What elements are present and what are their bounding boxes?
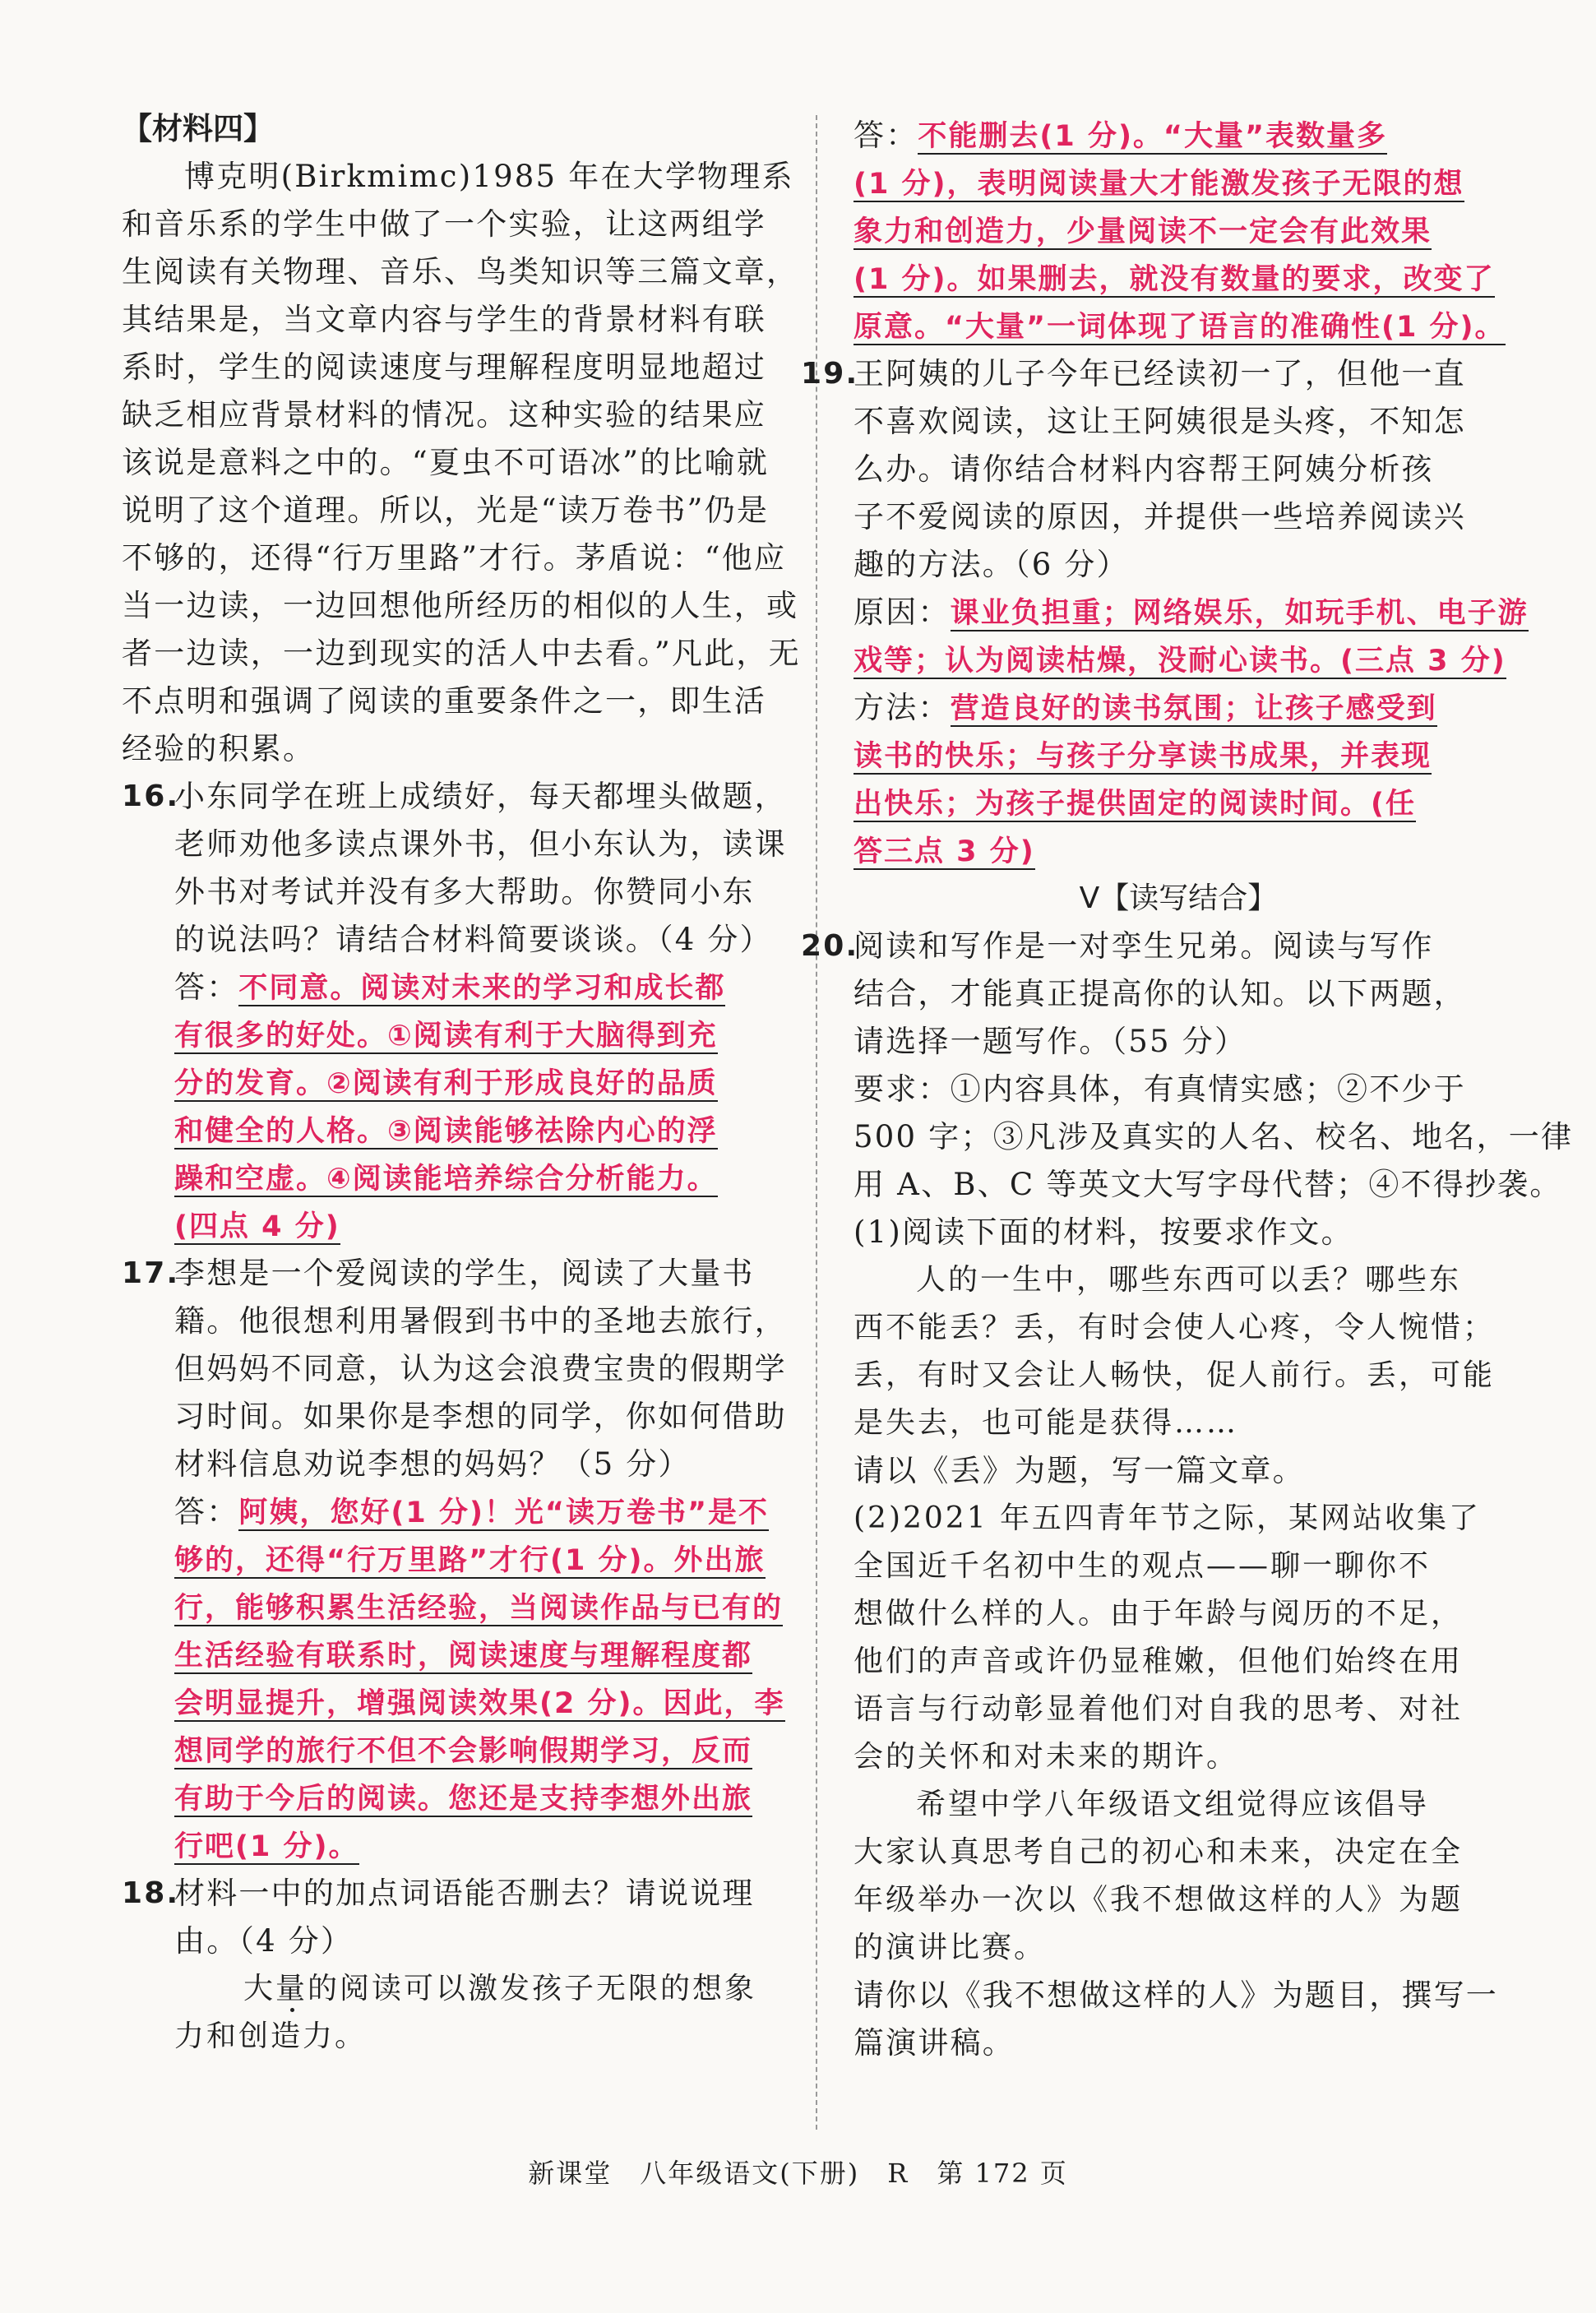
question-text: 老师劝他多读点课外书，但小东认为，读课: [174, 826, 787, 862]
prompt-text: 的演讲比赛。: [854, 1931, 1047, 1964]
question-text: 小东同学在班上成绩好，每天都埋头做题，: [174, 779, 787, 814]
left-column: [122, 105, 801, 2061]
question-text: 趣的方法。（6 分）: [854, 547, 1129, 582]
answer-text: (1 分)。如果删去，就没有数量的要求，改变了: [854, 263, 1495, 296]
question-20: [801, 923, 1503, 970]
material-line: 博克明(Birkmimc)1985 年在大学物理系: [184, 159, 794, 194]
answer-label: 答：: [854, 118, 918, 153]
material-line: 经验的积累。: [122, 731, 316, 766]
question-text: 材料信息劝说李想的妈妈？（5 分）: [174, 1446, 691, 1482]
question-text: 阅读和写作是一对孪生兄弟。阅读与写作: [854, 928, 1434, 964]
section-heading: Ⅴ【读写结合】: [1079, 881, 1278, 915]
answer-line: [854, 303, 1506, 350]
material-line: 缺乏相应背景材料的情况。这种实验的结果应: [122, 397, 766, 433]
answer-line: [854, 636, 1506, 684]
material-line: 者一边读，一边到现实的活人中去看。”凡此，无: [122, 636, 801, 671]
column-divider: [816, 115, 817, 2130]
answer-line: [122, 1822, 794, 1870]
answer-line: [122, 1154, 794, 1202]
right-column: [801, 112, 1574, 2067]
material-line: 该说是意料之中的。“夏虫不可语冰”的比喻就: [122, 445, 770, 480]
question-text: 结合，才能真正提高你的认知。以下两题，: [854, 976, 1466, 1011]
dotted-word: 量: [275, 1972, 308, 2005]
question-19: [801, 350, 1503, 398]
answer-text: 营造良好的读书氛围；让孩子感受到: [950, 692, 1437, 725]
question-17: [122, 1250, 794, 1298]
answer-text: 答三点 3 分): [854, 835, 1035, 868]
question-text: 材料一中的加点词语能否删去？请说说理: [174, 1876, 755, 1911]
material-line: 系时，学生的阅读速度与理解程度明显地超过: [122, 349, 766, 385]
prompt-text: (2)2021 年五四青年节之际，某网站收集了: [854, 1501, 1482, 1535]
answer-line: [854, 112, 1503, 160]
answer-label: 答：: [174, 969, 239, 1005]
task-line: 请你以《我不想做这样的人》为题目，撰写一: [854, 1978, 1498, 2013]
requirement-line: 要求：①内容具体，有真情实感；②不少于: [854, 1071, 1466, 1107]
answer-text: 原意。“大量”一词体现了语言的准确性(1 分)。: [854, 311, 1506, 344]
material-line: 不够的，还得“行万里路”才行。茅盾说：“他应: [122, 540, 787, 576]
answer-line: [122, 1584, 794, 1631]
answer-text: 不能删去(1 分)。“大量”表数量多: [918, 120, 1387, 153]
requirement-line: (1)阅读下面的材料，按要求作文。: [854, 1214, 1353, 1250]
quote-text: 大: [243, 1972, 276, 2005]
answer-text: 有助于今后的阅读。您还是支持李想外出旅: [174, 1783, 753, 1816]
requirement-line: 用 A、B、C 等英文大写字母代替；④不得抄袭。: [854, 1167, 1562, 1202]
task-line: 篇演讲稿。: [854, 2025, 1015, 2061]
answer-text: 够的，还得“行万里路”才行(1 分)。外出旅: [174, 1544, 766, 1577]
question-text: 李想是一个爱阅读的学生，阅读了大量书: [174, 1256, 755, 1291]
question-number: 18.: [122, 1876, 180, 1910]
answer-text: 课业负担重；网络娱乐，如玩手机、电子游: [950, 597, 1529, 630]
requirement-line: 500 字；③凡涉及真实的人名、校名、地名，一律: [854, 1119, 1574, 1154]
quoted-sentence: [122, 1965, 794, 2013]
prompt-text: 丢，有时又会让人畅快，促人前行。丢，可能: [854, 1358, 1496, 1392]
prompt-text: 是失去，也可能是获得……: [854, 1406, 1239, 1440]
prompt-text: 大家认真思考自己的初心和未来，决定在全: [854, 1835, 1464, 1869]
answer-line: [854, 255, 1503, 303]
prompt-text: 年级举办一次以《我不想做这样的人》为题: [854, 1883, 1464, 1917]
answer-text: 出快乐；为孩子提供固定的阅读时间。(任: [854, 788, 1416, 821]
quote-text: 力和创造力。: [174, 2019, 368, 2053]
answer-text: 阿姨，您好(1 分)！光“读万卷书”是不: [238, 1497, 769, 1529]
question-16: [122, 773, 794, 821]
material-line: 说明了这个道理。所以，光是“读万卷书”仍是: [122, 493, 770, 528]
prompt-text: 语言与行动彰显着他们对自我的思考、对社: [854, 1692, 1464, 1726]
answer-line: [122, 1536, 794, 1584]
answer-line: [122, 1631, 794, 1679]
answer-line: [122, 964, 794, 1011]
question-number: 19.: [801, 357, 859, 391]
quote-text: 的阅读可以激发孩子无限的想象: [308, 1972, 757, 2005]
question-text: 但妈妈不同意，认为这会浪费宝贵的假期学: [174, 1351, 787, 1386]
answer-line: [854, 732, 1503, 779]
answer-text: 戏等；认为阅读枯燥，没耐心读书。(三点 3 分): [854, 645, 1506, 678]
prompt-text: 他们的声音或许仍显稚嫩，但他们始终在用: [854, 1645, 1464, 1678]
answer-line: [854, 779, 1503, 827]
question-text: 请选择一题写作。（55 分）: [854, 1024, 1247, 1059]
question-text: 么办。请你结合材料内容帮王阿姨分析孩: [854, 451, 1434, 487]
prompt-text: 全国近千名初中生的观点——聊一聊你不: [854, 1549, 1432, 1583]
question-text: 由。（4 分）: [174, 1923, 354, 1959]
answer-text: 行吧(1 分)。: [174, 1830, 359, 1863]
answer-text: (四点 4 分): [174, 1210, 340, 1243]
question-number: 16.: [122, 779, 180, 813]
answer-line: [122, 1727, 794, 1774]
answer-text: 象力和创造力，少量阅读不一定会有此效果: [854, 215, 1432, 248]
answer-label: 答：: [174, 1494, 239, 1529]
prompt-text: 西不能丢？丢，有时会使人心疼，令人惋惜；: [854, 1311, 1496, 1344]
answer-line: [122, 1488, 794, 1536]
material-line: 不点明和强调了阅读的重要条件之一，即生活: [122, 683, 766, 719]
answer-text: 和健全的人格。③阅读能够祛除内心的浮: [174, 1115, 718, 1148]
question-number: 20.: [801, 929, 859, 963]
answer-text: 行，能够积累生活经验，当阅读作品与已有的: [174, 1592, 784, 1625]
answer-line: [122, 1011, 794, 1059]
question-number: 17.: [122, 1256, 180, 1290]
question-18: [122, 1870, 794, 1917]
answer-line: [854, 827, 1503, 875]
answer-text: 生活经验有联系时，阅读速度与理解程度都: [174, 1640, 753, 1672]
material-line: 其结果是，当文章内容与学生的背景材料有联: [122, 302, 766, 337]
answer-line: [854, 160, 1503, 207]
question-text: 籍。他很想利用暑假到书中的圣地去旅行，: [174, 1303, 787, 1339]
answer-text: 躁和空虚。④阅读能培养综合分析能力。: [174, 1163, 718, 1196]
reason-label: 原因：: [854, 594, 951, 630]
question-text: 王阿姨的儿子今年已经读初一了，但他一直: [854, 356, 1466, 391]
answer-line: [854, 207, 1503, 255]
prompt-text: 想做什么样的人。由于年龄与阅历的不足，: [854, 1597, 1464, 1631]
question-text: 不喜欢阅读，这让王阿姨很是头疼，不知怎: [854, 404, 1466, 439]
page-footer: 新课堂 八年级语文(下册) R 第 172 页: [528, 2158, 1068, 2189]
answer-line: [122, 1107, 794, 1154]
answer-text: (1 分)，表明阅读量大才能激发孩子无限的想: [854, 168, 1464, 201]
answer-line: [854, 684, 1503, 732]
answer-line: [122, 1202, 794, 1250]
question-text: 外书对考试并没有多大帮助。你赞同小东: [174, 874, 755, 909]
answer-text: 分的发育。②阅读有利于形成良好的品质: [174, 1067, 718, 1100]
task-line: 请以《丢》为题，写一篇文章。: [854, 1453, 1305, 1488]
material-line: 当一边读，一边回想他所经历的相似的人生，或: [122, 588, 799, 623]
method-label: 方法：: [854, 690, 951, 725]
answer-text: 不同意。阅读对未来的学习和成长都: [238, 972, 726, 1005]
material-title: 【材料四】: [122, 111, 274, 146]
answer-line: [854, 589, 1529, 636]
answer-text: 有很多的好处。①阅读有利于大脑得到充: [174, 1020, 718, 1052]
answer-line: [122, 1059, 794, 1107]
answer-text: 读书的快乐；与孩子分享读书成果，并表现: [854, 740, 1432, 773]
material-line: 生阅读有关物理、音乐、鸟类知识等三篇文章，: [122, 254, 799, 289]
material-line: 和音乐系的学生中做了一个实验，让这两组学: [122, 206, 766, 242]
question-text: 习时间。如果你是李想的同学，你如何借助: [174, 1399, 787, 1434]
answer-text: 会明显提升，增强阅读效果(2 分)。因此，李: [174, 1687, 785, 1720]
question-text: 的说法吗？请结合材料简要谈谈。（4 分）: [174, 922, 772, 957]
answer-line: [122, 1679, 794, 1727]
prompt-text: 希望中学八年级语文组觉得应该倡导: [916, 1788, 1430, 1821]
question-text: 子不爱阅读的原因，并提供一些培养阅读兴: [854, 499, 1466, 534]
answer-text: 想同学的旅行不但不会影响假期学习，反而: [174, 1735, 753, 1768]
prompt-text: 会的关怀和对未来的期许。: [854, 1740, 1239, 1774]
prompt-text: 人的一生中，哪些东西可以丢？哪些东: [916, 1263, 1462, 1297]
answer-line: [122, 1774, 794, 1822]
